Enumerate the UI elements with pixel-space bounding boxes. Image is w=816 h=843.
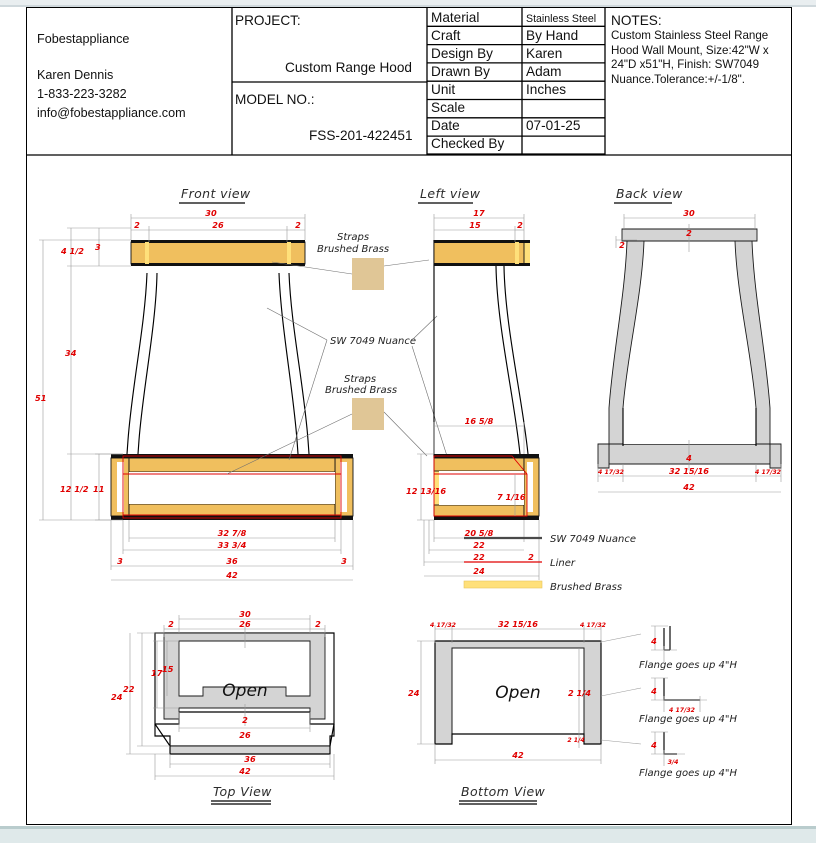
top-view-open-label: Open xyxy=(222,681,268,701)
front-dim-b-right: 3 xyxy=(341,556,347,566)
top-dim-36: 36 xyxy=(244,754,256,764)
top-dim-inner: 26 xyxy=(239,619,251,629)
front-dim-v-top: 4 1/2 xyxy=(61,246,84,256)
spec-label-design-by: Design By xyxy=(431,46,493,61)
back-dim-b-right: 4 17/32 xyxy=(755,469,781,476)
flange-note-1: Flange goes up 4"H xyxy=(639,660,738,671)
drawing-area xyxy=(27,156,791,826)
spec-label-checked-by: Checked By xyxy=(431,136,505,151)
top-dim-42: 42 xyxy=(239,766,251,776)
bottom-view xyxy=(408,619,606,804)
left-view xyxy=(406,186,539,580)
spec-label-scale: Scale xyxy=(431,100,466,115)
back-dim-top-overall: 30 xyxy=(683,208,695,218)
bottom-dim-inner: 2 1/4 xyxy=(568,688,591,698)
back-view-title: Back view xyxy=(616,186,683,201)
back-dim-band: 4 xyxy=(686,453,692,463)
notes-block xyxy=(611,12,783,87)
left-dim-b-overall: 24 xyxy=(473,566,485,576)
left-dim-apron-inner: 7 1/16 xyxy=(497,492,526,502)
front-view xyxy=(35,186,353,580)
left-dim-b1: 20 5/8 xyxy=(464,528,494,538)
left-view-title: Left view xyxy=(420,186,481,201)
left-dim-top-overall: 17 xyxy=(473,208,485,218)
left-dim-top-pad: 2 xyxy=(517,220,523,230)
spec-value-material: Stainless Steel xyxy=(526,13,597,25)
front-dim-b-left: 3 xyxy=(117,556,123,566)
flange-dim-h1: 4 xyxy=(651,636,657,646)
notes-line-1: Custom Stainless Steel Range xyxy=(611,29,769,42)
left-dim-top-inner: 15 xyxy=(469,220,481,230)
flange-dim-w2: 3/4 xyxy=(667,759,679,766)
legend-swatch-brass xyxy=(464,581,542,588)
left-dim-b3: 22 xyxy=(473,552,485,562)
top-dim-26: 26 xyxy=(239,730,251,740)
flange-dim-w1: 4 17/32 xyxy=(669,707,695,714)
legend-label-liner: Liner xyxy=(550,558,575,569)
flange-dim-h2: 4 xyxy=(651,686,657,696)
bottom-view-open-label: Open xyxy=(495,683,541,703)
top-dim-17: 17 xyxy=(151,668,163,678)
front-dim-v-body: 34 xyxy=(65,348,77,358)
left-dim-b2: 22 xyxy=(473,540,485,550)
contact-phone: 1-833-223-3282 xyxy=(37,87,127,101)
legend-label-brass: Brushed Brass xyxy=(550,582,623,593)
flange-note-2: Flange goes up 4"H xyxy=(639,714,738,725)
top-dim-left: 2 xyxy=(168,619,174,629)
top-dim-22: 22 xyxy=(123,684,135,694)
top-dim-mid-2: 2 xyxy=(242,715,248,725)
back-dim-left-tick: 2 xyxy=(619,240,625,250)
top-dim-right: 2 xyxy=(315,619,321,629)
top-dim-15: 15 xyxy=(162,664,174,674)
bottom-dim-right: 4 17/32 xyxy=(580,622,606,629)
company-name: Fobestappliance xyxy=(37,32,130,46)
spec-label-date: Date xyxy=(431,118,460,133)
front-dim-b-overall: 42 xyxy=(226,570,238,580)
title-block xyxy=(27,8,791,156)
contact-name: Karen Dennis xyxy=(37,68,114,82)
model-label: MODEL NO.: xyxy=(235,92,315,107)
straps-bottom-label-1: Straps xyxy=(344,374,377,385)
bottom-dim-left: 4 17/32 xyxy=(430,622,456,629)
bottom-dim-mid: 32 15/16 xyxy=(497,619,539,629)
bottom-dim-corner: 2 1/4 xyxy=(567,737,585,744)
bottom-dim-depth: 24 xyxy=(408,688,420,698)
brushed-brass-swatch-bottom xyxy=(352,398,384,430)
model-value: FSS-201-422451 xyxy=(309,128,413,143)
window-bottom-strip xyxy=(0,826,816,843)
left-dim-b-pad: 2 xyxy=(528,552,534,562)
spec-label-drawn-by: Drawn By xyxy=(431,64,490,79)
brushed-brass-swatch-top xyxy=(352,258,384,290)
top-dim-24: 24 xyxy=(111,692,123,702)
spec-label-craft: Craft xyxy=(431,28,461,43)
front-dim-b1: 32 7/8 xyxy=(217,528,247,538)
front-dim-b2: 33 3/4 xyxy=(217,540,247,550)
left-dim-apron-top: 16 5/8 xyxy=(464,416,494,426)
project-label: PROJECT: xyxy=(235,13,301,28)
spec-value-drawn-by: Adam xyxy=(526,64,562,79)
front-dim-v-apron-inner: 11 xyxy=(93,484,105,494)
straps-top-label-2: Brushed Brass xyxy=(317,244,390,255)
back-dim-b-left: 4 17/32 xyxy=(598,469,624,476)
top-view xyxy=(111,609,334,804)
spec-label-unit: Unit xyxy=(431,82,456,97)
company-info xyxy=(37,30,227,123)
back-dim-top-tick: 2 xyxy=(686,228,692,238)
legend-label-nuance: SW 7049 Nuance xyxy=(550,534,636,545)
flange-details xyxy=(601,626,738,779)
notes-heading: NOTES: xyxy=(611,13,662,28)
flange-note-3: Flange goes up 4"H xyxy=(639,768,738,779)
flange-dim-h3: 4 xyxy=(651,740,657,750)
project-value: Custom Range Hood xyxy=(285,60,412,75)
straps-top-label-1: Straps xyxy=(337,232,370,243)
bottom-view-title: Bottom View xyxy=(461,784,546,799)
straps-bottom-label-2: Brushed Brass xyxy=(325,385,398,396)
front-dim-v-band: 3 xyxy=(95,242,101,252)
front-dim-v-apron: 12 1/2 xyxy=(60,484,89,494)
top-dim-overall: 30 xyxy=(239,609,251,619)
notes-line-2: Hood Wall Mount, Size:42"W x xyxy=(611,43,769,57)
contact-email: info@fobestappliance.com xyxy=(37,106,186,120)
front-view-title: Front view xyxy=(181,186,251,201)
back-view xyxy=(598,186,781,492)
back-dim-b-overall: 42 xyxy=(683,482,695,492)
left-dim-apron-height: 12 13/16 xyxy=(406,486,447,496)
spec-value-design-by: Karen xyxy=(526,46,563,61)
front-dim-top-left-pad: 2 xyxy=(134,220,140,230)
notes-line-3: 24"D x51"H, Finish: SW7049 xyxy=(611,58,760,72)
legend xyxy=(464,534,636,593)
bottom-dim-overall: 42 xyxy=(512,750,524,760)
spec-label-material: Material xyxy=(431,10,480,25)
spec-value-craft: By Hand xyxy=(526,28,579,43)
spec-value-date: 07-01-25 xyxy=(526,118,581,133)
front-dim-v-total: 51 xyxy=(35,393,47,403)
finish-label: SW 7049 Nuance xyxy=(330,336,416,347)
front-dim-top-overall: 30 xyxy=(205,208,217,218)
center-annotations xyxy=(227,232,447,474)
front-dim-top-inner: 26 xyxy=(212,220,224,230)
drawing-sheet xyxy=(26,7,792,825)
front-dim-top-right-pad: 2 xyxy=(295,220,301,230)
front-dim-b-mid: 36 xyxy=(226,556,238,566)
notes-line-4: Nuance.Tolerance:+/-1/8". xyxy=(611,72,745,86)
top-view-title: Top View xyxy=(213,784,272,799)
back-dim-b-mid: 32 15/16 xyxy=(668,466,710,476)
spec-value-unit: Inches xyxy=(526,82,567,97)
